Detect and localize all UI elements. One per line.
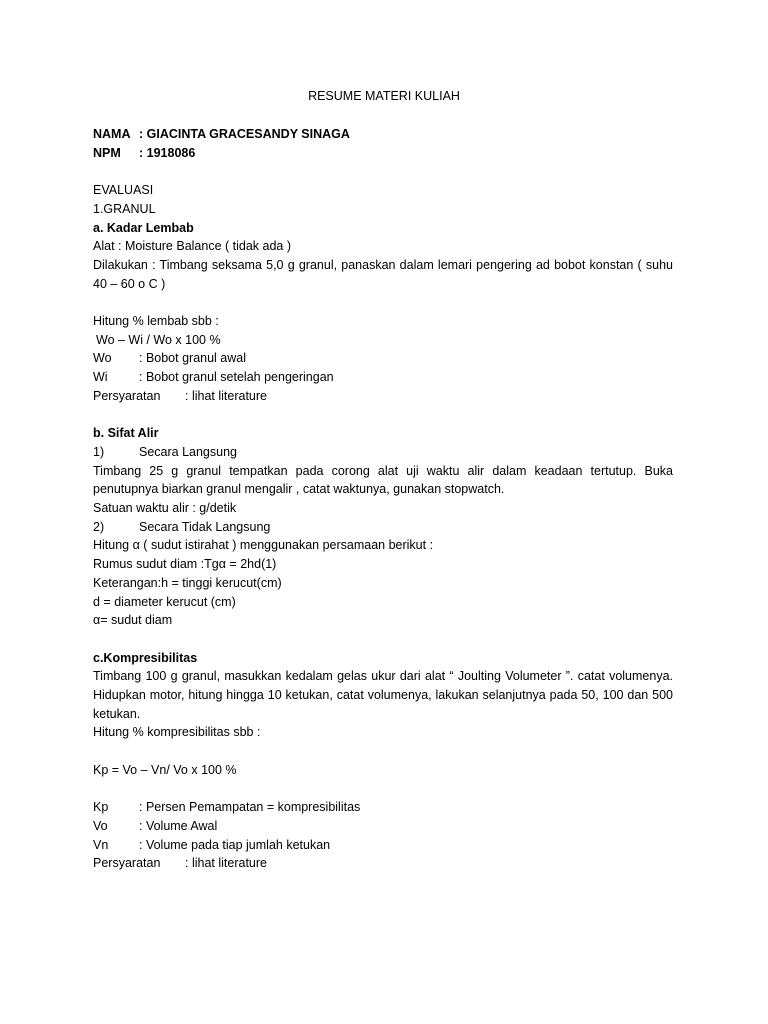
- alir-item2-row: [93, 518, 673, 537]
- section-evaluasi: EVALUASI: [93, 183, 154, 198]
- vn-row: [93, 836, 673, 855]
- vo-value: : Volume Awal: [139, 818, 218, 833]
- kompresibilitas-text: Timbang 100 g granul, masukkan kedalam gelas ukur dari alat “ Joulting Volumeter ”. catat volumenya. Hidupkan motor, hitung hingga 10 ketukan, catat volumenya, lakukan selanjutnya pada 50, 100 dan 500 ketukan.: [93, 669, 673, 721]
- kp-value: : Persen Pemampatan = kompresibilitas: [139, 800, 361, 815]
- syarat-value: : lihat literature: [185, 856, 267, 871]
- document-body: [93, 125, 673, 873]
- spacer: [93, 406, 673, 425]
- vo-row: [93, 817, 673, 836]
- spacer: [93, 742, 673, 761]
- spacer: [93, 162, 673, 181]
- alir-alpha: α= sudut diam: [93, 613, 173, 628]
- alir-item2-number: 2): [93, 519, 105, 534]
- npm-value: : 1918086: [139, 145, 196, 160]
- alir-item1-text: Timbang 25 g granul tempatkan pada corong alat uji waktu alir dalam keadaan tertutup. Buka penutupnya biarkan granul mengalir , catat waktunya, gunakan stopwatch.: [93, 463, 673, 497]
- wi-value: : Bobot granul setelah pengeringan: [139, 370, 334, 385]
- alir-item1-label: Secara Langsung: [139, 444, 237, 459]
- alir-diameter: d = diameter kerucut (cm): [93, 594, 236, 609]
- vn-label: Vn: [93, 837, 109, 852]
- alir-rumus: Rumus sudut diam :Tgα = 2hd(1): [93, 557, 277, 572]
- alir-hitung: Hitung α ( sudut istirahat ) menggunakan persamaan berikut :: [93, 538, 434, 553]
- kadar-syarat-row: [93, 387, 673, 406]
- spacer: [93, 293, 673, 312]
- alir-heading: b. Sifat Alir: [93, 426, 159, 441]
- spacer: [93, 630, 673, 649]
- nama-value: : GIACINTA GRACESANDY SINAGA: [139, 127, 350, 141]
- kadar-wo-row: [93, 349, 673, 368]
- vo-label: Vo: [93, 818, 108, 833]
- kadar-alat: Alat : Moisture Balance ( tidak ada ): [93, 239, 292, 254]
- npm-label: NPM: [93, 145, 121, 160]
- alir-item2-label: Secara Tidak Langsung: [139, 519, 271, 534]
- kadar-hitung: Hitung % lembab sbb :: [93, 314, 219, 328]
- alir-item1-number: 1): [93, 444, 105, 459]
- nama-row: [93, 125, 673, 144]
- syarat-label: Persyaratan: [93, 856, 161, 871]
- kp-label: Kp: [93, 800, 109, 815]
- kadar-wi-row: [93, 368, 673, 387]
- wo-label: Wo: [93, 351, 112, 366]
- kadar-heading: a. Kadar Lembab: [93, 220, 194, 235]
- kompresibilitas-hitung: Hitung % kompresibilitas sbb :: [93, 725, 261, 740]
- syarat-label: Persyaratan: [93, 388, 161, 403]
- alir-keterangan: Keterangan:h = tinggi kerucut(cm): [93, 575, 282, 590]
- nama-label: NAMA: [93, 127, 131, 141]
- kompresibilitas-syarat-row: [93, 854, 673, 873]
- wo-value: : Bobot granul awal: [139, 351, 247, 366]
- kompresibilitas-heading: c.Kompresibilitas: [93, 650, 198, 665]
- npm-row: [93, 144, 673, 163]
- kp-row: [93, 798, 673, 817]
- kadar-dilakukan: Dilakukan : Timbang seksama 5,0 g granul, panaskan dalam lemari pengering ad bobot konstan ( suhu 40 – 60 o C ): [93, 257, 673, 291]
- kompresibilitas-rumus: Kp = Vo – Vn/ Vo x 100 %: [93, 762, 237, 777]
- syarat-value: : lihat literature: [185, 388, 267, 403]
- page-title: RESUME MATERI KULIAH: [308, 89, 460, 103]
- alir-item1-row: [93, 443, 673, 462]
- wi-label: Wi: [93, 370, 108, 385]
- kadar-rumus: Wo – Wi / Wo x 100 %: [96, 332, 221, 347]
- vn-value: : Volume pada tiap jumlah ketukan: [139, 837, 331, 852]
- section-granul: 1.GRANUL: [93, 201, 156, 216]
- spacer: [93, 780, 673, 799]
- alir-satuan: Satuan waktu alir : g/detik: [93, 501, 237, 516]
